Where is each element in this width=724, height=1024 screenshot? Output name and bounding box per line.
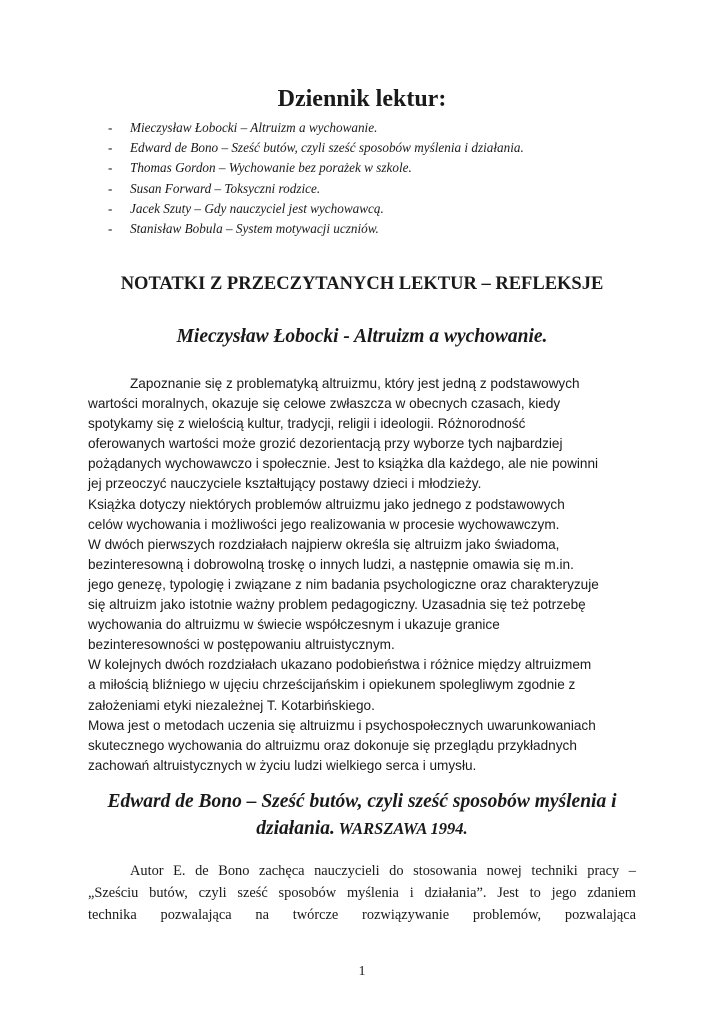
text-line: oferowanych wartości może grozić dezorientacją przy wyborze tych najbardziej bbox=[88, 436, 563, 452]
list-item: - Susan Forward – Toksyczni rodzice. bbox=[108, 180, 321, 196]
list-item: - Jacek Szuty – Gdy nauczyciel jest wychowawcą. bbox=[108, 200, 384, 216]
text-line: jej przeoczyć nauczyciele kształtujący postawy dzieci i młodzieży. bbox=[88, 476, 482, 492]
de-bono-notes bbox=[88, 860, 636, 927]
text-line: wartości moralnych, okazuje się celowe zwłaszcza w obecnych czasach, kiedy bbox=[88, 396, 561, 412]
book-heading-de-bono: Edward de Bono – Sześć butów, czyli sześć sposobów myślenia i działania. WARSZAWA 1994. bbox=[107, 791, 617, 839]
text-line: pożądanych wychowawczo i społecznie. Jest to książka dla każdego, ale nie powinni bbox=[88, 456, 599, 472]
text-line: a miłością bliźniego w ujęciu chrześcijańskim i opiekunem spolegliwym zgodnie z bbox=[88, 677, 576, 693]
text-line: Zapoznanie się z problematyką altruizmu, który jest jedną z podstawowych bbox=[130, 376, 580, 391]
text-line: skutecznego wychowania do altruizmu oraz dokonuje się przeglądu przykładnych bbox=[88, 737, 577, 753]
reading-list bbox=[108, 118, 524, 239]
text-line: bezinteresowną i dobrowolną troskę o innych ludzi, a następnie omawia się m.in. bbox=[88, 556, 574, 572]
text-line: W dwóch pierwszych rozdziałach najpierw określa się altruizm jako świadoma, bbox=[88, 536, 560, 552]
text-line: technika pozwalająca na twórcze rozwiązywanie problemów, pozwalająca bbox=[88, 907, 636, 924]
text-line: celów wychowania i możliwości jego realizowania w procesie wychowawczym. bbox=[88, 516, 560, 532]
text-line: spotykamy się z wielością kultur, tradycji, religii i ideologii. Różnorodność bbox=[88, 416, 526, 432]
book-heading-lobocki: Mieczysław Łobocki - Altruizm a wychowanie. bbox=[176, 326, 548, 347]
text-line: W kolejnych dwóch rozdziałach ukazano podobieństwa i różnice między altruizmem bbox=[88, 657, 592, 673]
page-title: Dziennik lektur: bbox=[277, 86, 447, 112]
list-item: - Stanisław Bobula – System motywacji uczniów. bbox=[108, 220, 379, 236]
text-line: się altruizm jako istotnie ważny problem pedagogiczny. Uzasadnia się też potrzebę bbox=[88, 597, 586, 613]
text-line: jego genezę, typologię i związane z nim badania psychologiczne oraz charakteryzuje bbox=[88, 576, 599, 592]
list-item: - Thomas Gordon – Wychowanie bez porażek w szkole. bbox=[108, 160, 412, 176]
text-line: Książka dotyczy niektórych problemów altruizmu jako jednego z podstawowych bbox=[88, 496, 565, 512]
text-line: „Sześciu butów, czyli sześć sposobów myślenia i działania”. Jest to jego zdaniem bbox=[88, 885, 636, 902]
lobocki-notes bbox=[88, 374, 648, 776]
text-line: założeniami etyki niezależnej T. Kotarbińskiego. bbox=[88, 697, 375, 713]
text-line: Mowa jest o metodach uczenia się altruizmu i psychospołecznych uwarunkowaniach bbox=[88, 717, 596, 733]
text-line: bezinteresowności w postępowaniu altruistycznym. bbox=[88, 637, 395, 653]
list-item: - Mieczysław Łobocki – Altruizm a wychowanie. bbox=[108, 120, 378, 135]
text-line: Autor E. de Bono zachęca nauczycieli do stosowania nowej techniki pracy – bbox=[130, 863, 636, 879]
page-number: 1 bbox=[358, 964, 366, 979]
text-line: zachowań altruistycznych w życiu ludzi wielkiego serca i umysłu. bbox=[88, 757, 477, 773]
text-line: wychowania do altruizmu w świecie współczesnym i ukazuje granice bbox=[88, 617, 500, 633]
list-item: - Edward de Bono – Sześć butów, czyli sześć sposobów myślenia i działania. bbox=[108, 140, 524, 156]
section-heading: NOTATKI Z PRZECZYTANYCH LEKTUR – REFLEKSJE bbox=[120, 274, 604, 294]
